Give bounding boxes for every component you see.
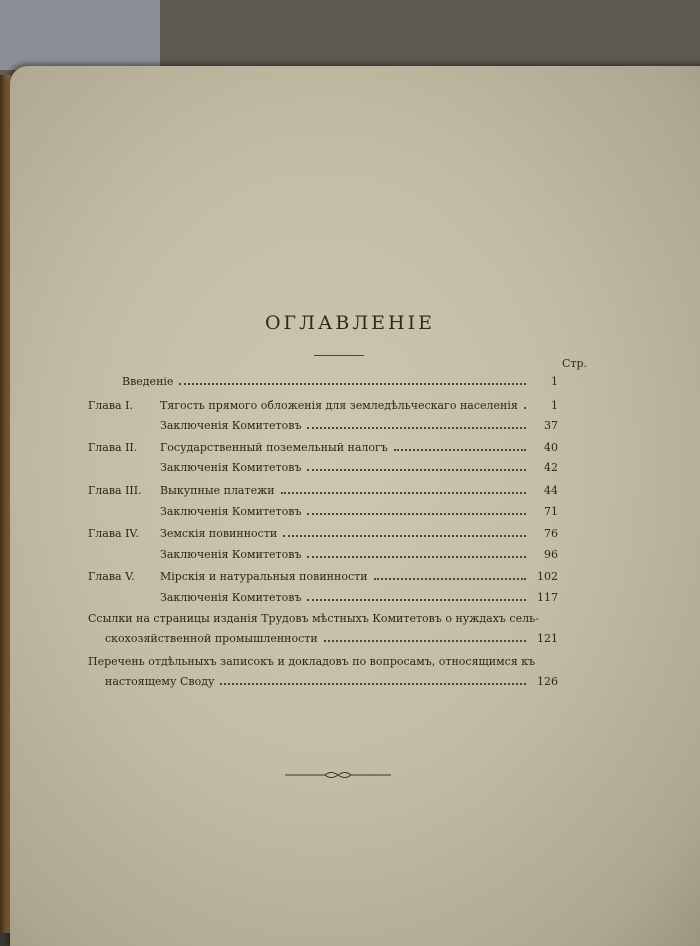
page-column-header: Стр.	[561, 357, 587, 370]
chapter-label: Глава III.	[88, 484, 142, 497]
chapter-label: Глава II.	[88, 441, 138, 454]
toc-entry-text: Тягость прямого обложенiя для земледѣльческаго населенiя	[160, 399, 518, 412]
toc-entry-page: 37	[544, 419, 558, 432]
toc-entry	[88, 399, 558, 412]
toc-entry	[88, 441, 558, 454]
toc-entry-text: Заключенiя Комитетовъ	[160, 591, 302, 604]
leader-dots	[307, 555, 526, 558]
toc-entry-page: 96	[544, 548, 558, 561]
toc-entry-text: Мiрскiя и натуральныя повинности	[160, 570, 368, 583]
toc-entry-page: 76	[544, 527, 558, 540]
leader-dots	[307, 468, 526, 471]
toc-entry	[88, 570, 558, 583]
leader-dots	[524, 406, 526, 409]
toc-entry-list-line2	[105, 675, 558, 688]
leader-dots	[324, 639, 526, 642]
toc-entry	[88, 375, 558, 388]
chapter-label: Глава I.	[88, 399, 133, 412]
leader-dots	[307, 426, 526, 429]
toc-entry-page: 102	[537, 570, 558, 583]
toc-entry-text: Введенiе	[122, 375, 174, 388]
leader-dots	[394, 448, 526, 451]
toc-entry-page: 126	[537, 675, 558, 688]
chapter-label: Глава V.	[88, 570, 135, 583]
toc-entry-text: Заключенiя Комитетовъ	[160, 461, 302, 474]
toc-entry-text: Заключенiя Комитетовъ	[160, 505, 302, 518]
toc-entry-text: скохозяйственной промышленности	[105, 632, 318, 645]
toc-entry	[88, 591, 558, 604]
toc-entry	[88, 548, 558, 561]
toc-entry	[88, 505, 558, 518]
toc-entry-text: Заключенiя Комитетовъ	[160, 419, 302, 432]
toc-entry-page: 71	[544, 505, 558, 518]
toc-entry-text: Выкупные платежи	[160, 484, 275, 497]
toc-entry-page: 40	[544, 441, 558, 454]
toc-entry-page: 117	[537, 591, 558, 604]
page-title: ОГЛАВЛЕНIЕ	[264, 312, 436, 334]
leader-dots	[281, 491, 526, 494]
toc-entry-page: 42	[544, 461, 558, 474]
toc-entry-refs-line2	[105, 632, 558, 645]
toc-entry-refs-line1	[88, 612, 558, 625]
toc-entry-page: 1	[551, 375, 558, 388]
leader-dots	[283, 534, 526, 537]
leader-dots	[307, 598, 526, 601]
toc-entry	[88, 419, 558, 432]
leader-dots	[179, 382, 526, 385]
toc-entry-page: 44	[544, 484, 558, 497]
toc-entry	[88, 461, 558, 474]
toc-entry	[88, 484, 558, 497]
chapter-label: Глава IV.	[88, 527, 139, 540]
toc-entry-page: 1	[551, 399, 558, 412]
toc-entry-text: Перечень отдѣльныхъ записокъ и докладовъ по вопросамъ, относящимся къ	[88, 655, 536, 668]
toc-entry-text: Заключенiя Комитетовъ	[160, 548, 302, 561]
toc-entry-text: настоящему Своду	[105, 675, 215, 688]
toc-entry-page: 121	[537, 632, 558, 645]
toc-entry	[88, 527, 558, 540]
ornament-divider	[285, 770, 391, 780]
leader-dots	[307, 512, 526, 515]
toc-entry-list-line1	[88, 655, 558, 668]
leader-dots	[374, 577, 526, 580]
leader-dots	[220, 682, 526, 685]
toc-entry-text: Ссылки на страницы изданiя Трудовъ мѣстныхъ Комитетовъ о нуждахъ сель-	[88, 612, 539, 625]
toc-entry-text: Государственный поземельный налогъ	[160, 441, 388, 454]
ornament-flourish	[325, 773, 351, 778]
toc-entry-text: Земскiя повинности	[160, 527, 278, 540]
